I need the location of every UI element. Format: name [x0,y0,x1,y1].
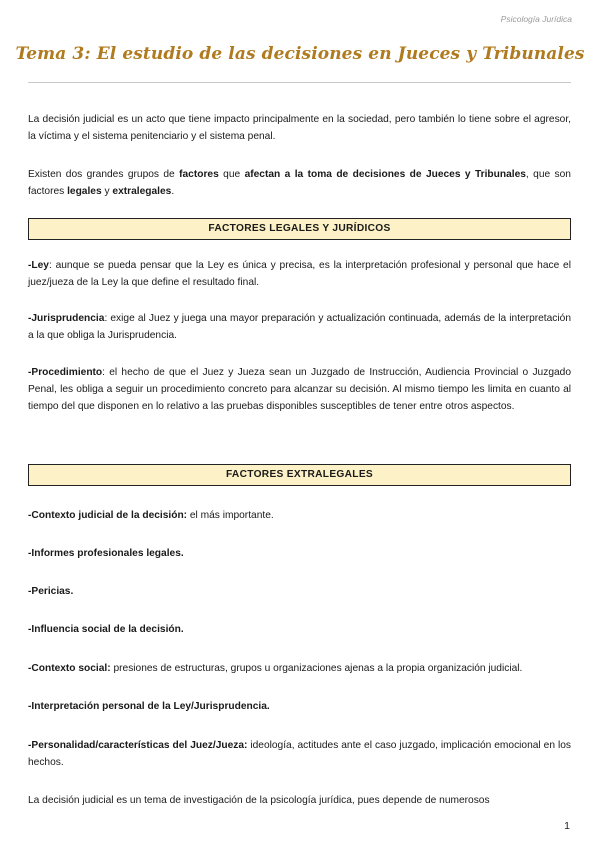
section-heading-legal: FACTORES LEGALES Y JURÍDICOS [28,218,571,240]
extralegal-item-personalidad: -Personalidad/características del Juez/Jueza: ideología, actitudes ante el caso juzgado, implicación emocional en los hechos. [28,740,571,768]
extralegal-item-contexto-judicial: -Contexto judicial de la decisión: el más importante. [28,510,274,521]
extralegal-item-interpretacion: -Interpretación personal de la Ley/Jurisprudencia. [28,701,270,712]
closing-paragraph: La decisión judicial es un tema de investigación de la psicología jurídica, pues depende de numerosos [28,795,490,806]
extralegal-item-influencia-social: -Influencia social de la decisión. [28,624,184,635]
extralegal-item-informes: -Informes profesionales legales. [28,548,184,559]
extralegal-item-pericias: -Pericias. [28,586,74,597]
title-divider [28,82,571,83]
intro-paragraph-2: Existen dos grandes grupos de factores que afectan a la toma de decisiones de Jueces y Tribunales, que son factores legales y extralegales. [28,169,571,197]
page-title: Tema 3: El estudio de las decisiones en Jueces y Tribunales [15,44,585,64]
page-number: 1 [564,820,570,832]
extralegal-item-contexto-social: -Contexto social: presiones de estructuras, grupos u organizaciones ajenas a la propia organización judicial. [28,663,523,674]
header-note: Psicología Jurídica [500,14,572,24]
legal-item-ley: -Ley: aunque se pueda pensar que la Ley es única y precisa, es la interpretación profesional y personal que hace el juez/jueza de la Ley la que define el resultado final. [28,260,571,288]
legal-item-procedimiento: -Procedimiento: el hecho de que el Juez y Jueza sean un Juzgado de Instrucción, Audiencia Provincial o Juzgado Penal, les obliga a seguir un procedimiento concreto para alcanzar su decisión. Al mismo tiempo les limita en cuanto al tiempo del que disponen en lo relativo a las pruebas disponibles susceptibles de tener entre otros aspectos. [28,367,571,412]
legal-item-jurisprudencia: -Jurisprudencia: exige al Juez y juega una mayor preparación y actualización continuada, además de la interpretación a la que obliga la Jurisprudencia. [28,313,571,341]
intro-paragraph-1: La decisión judicial es un acto que tiene impacto principalmente en la sociedad, pero también lo tiene sobre el agresor, la víctima y el sistema penitenciario y el sistema penal. [28,114,571,142]
section-heading-extralegal: FACTORES EXTRALEGALES [28,464,571,486]
